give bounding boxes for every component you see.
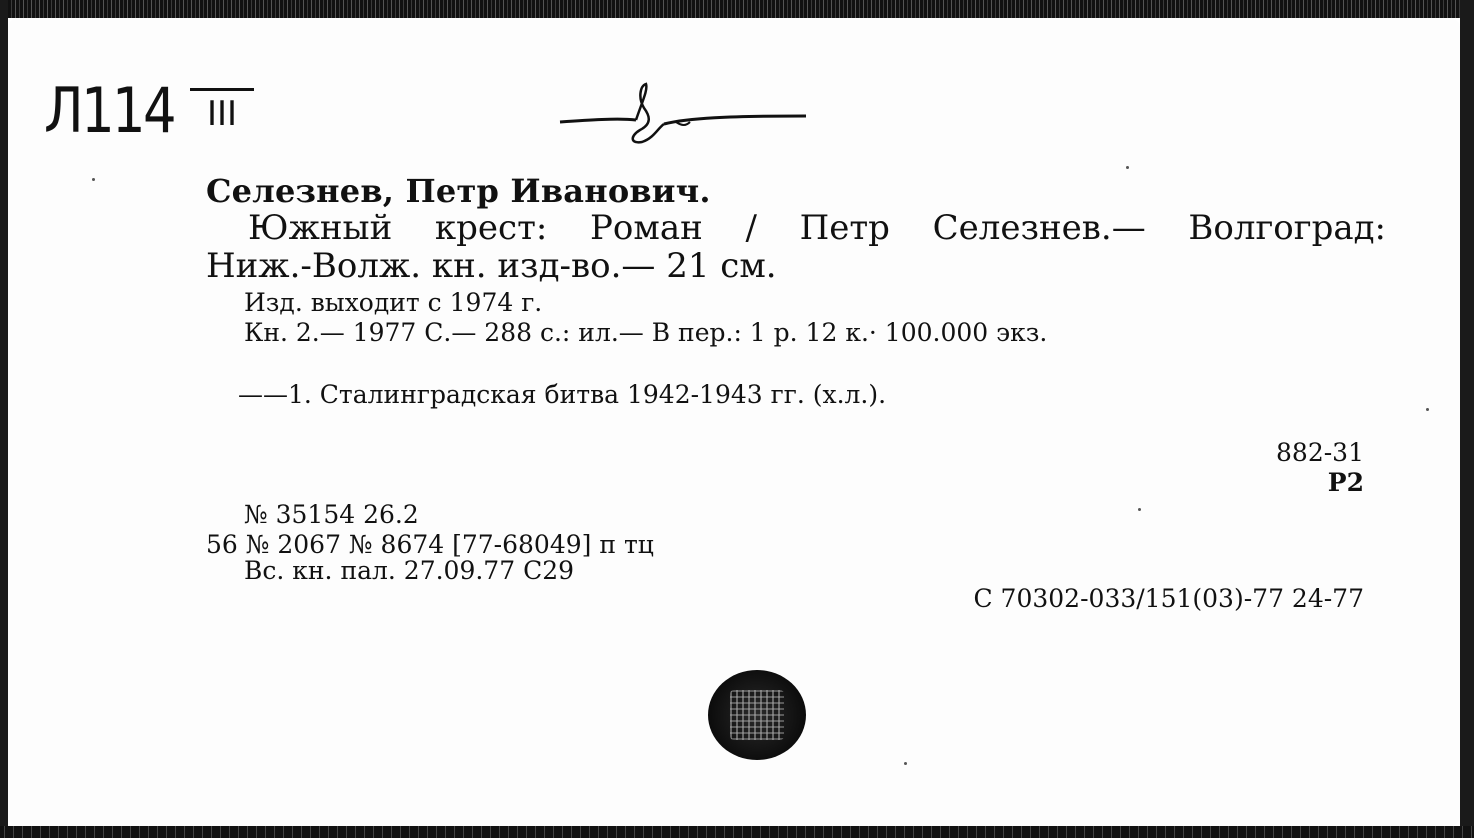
title-word: Южный xyxy=(248,208,393,248)
book-chamber-record: Вс. кн. пал. 27.09.77 С29 xyxy=(244,556,575,585)
series-note: Изд. выходит с 1974 г. xyxy=(244,288,543,317)
scan-speck xyxy=(1126,166,1129,169)
title-word: крест: xyxy=(434,208,548,248)
subject-heading: ——1. Сталинградская битва 1942-1943 гг. (х.л.). xyxy=(238,380,887,409)
shelf-mark-fraction: III xyxy=(190,88,254,137)
scan-speck xyxy=(1138,508,1141,511)
catalog-code: С 70302-033/151(03)-77 24-77 xyxy=(973,584,1364,613)
publication-line: Ниж.-Волж. кн. изд-во.— 21 см. xyxy=(206,246,777,286)
classification-code: 882-31 xyxy=(1276,438,1364,467)
scan-speck xyxy=(92,178,95,181)
author-mark: Р2 xyxy=(1327,468,1364,497)
accession-number: № 35154 26.2 xyxy=(244,500,419,529)
shelf-mark-text: Л114 xyxy=(44,74,175,147)
scan-border-right xyxy=(1460,0,1474,838)
author-heading: Селезнев, Петр Иванович. xyxy=(206,172,711,210)
catalog-card xyxy=(8,18,1460,826)
scan-speck xyxy=(904,762,907,765)
scan-speck xyxy=(1426,408,1429,411)
title-word: / xyxy=(745,208,757,248)
handwritten-shelf-mark xyxy=(44,74,238,147)
scan-border-bottom xyxy=(0,826,1474,838)
title-word: Роман xyxy=(590,208,703,248)
punch-hole-texture xyxy=(730,690,784,740)
scan-border-top xyxy=(0,0,1474,18)
title-word: Волгоград: xyxy=(1188,208,1386,248)
title-word: Петр xyxy=(799,208,890,248)
handwritten-signature-icon xyxy=(558,82,818,162)
title-word: Селезнев.— xyxy=(932,208,1146,248)
title-statement-line xyxy=(206,208,1386,248)
card-punch-hole xyxy=(708,670,806,760)
order-numbers: 56 № 2067 № 8674 [77-68049] п тц xyxy=(206,530,654,559)
volume-note: Кн. 2.— 1977 С.— 288 с.: ил.— В пер.: 1 р. 12 к.· 100.000 экз. xyxy=(244,318,1048,347)
scan-border-left xyxy=(0,0,8,838)
